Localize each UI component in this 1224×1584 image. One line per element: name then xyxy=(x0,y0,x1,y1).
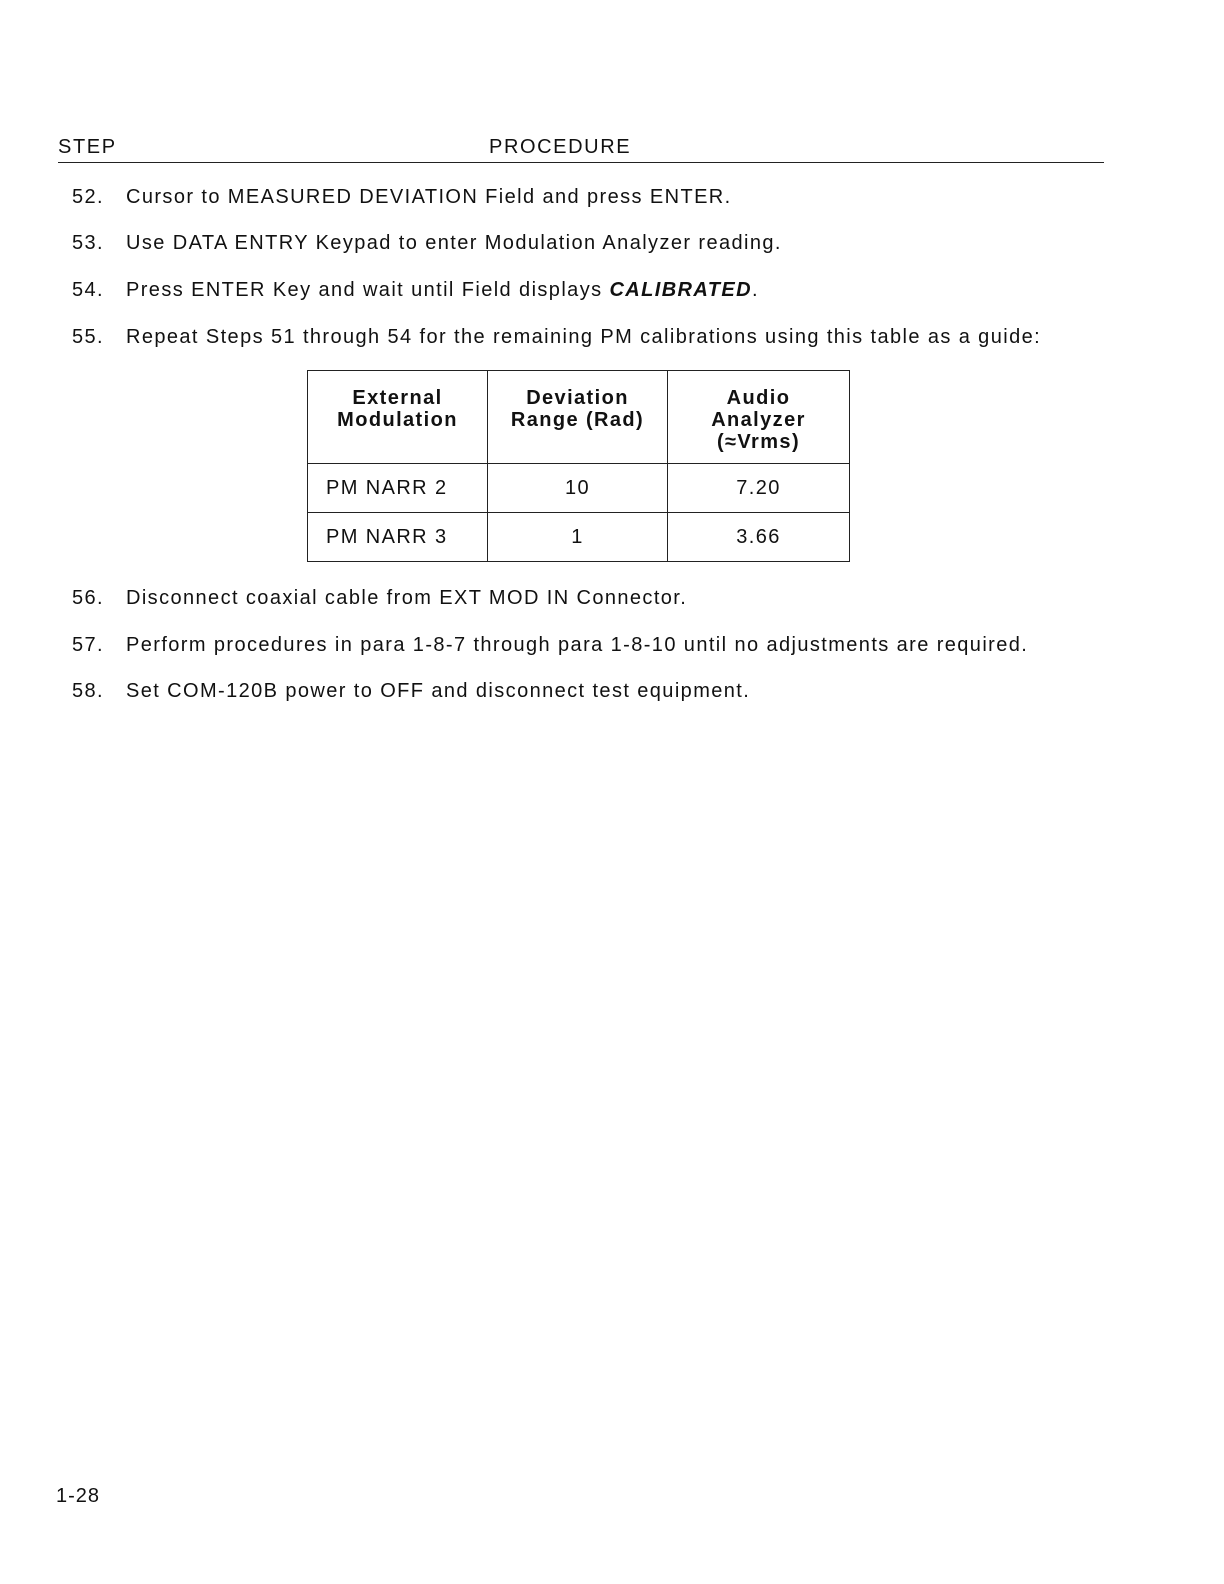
step-text: Repeat Steps 51 through 54 for the remaining PM calibrations using this table as a guide: xyxy=(126,326,1042,348)
table-row xyxy=(308,464,850,513)
table-cell: 7.20 xyxy=(668,464,850,513)
step-58 xyxy=(72,680,750,703)
header-line: (≈Vrms) xyxy=(716,431,801,453)
table-cell: 3.66 xyxy=(668,513,850,562)
header-step-label: STEP xyxy=(58,136,117,158)
step-54 xyxy=(72,279,759,302)
step-number: 52. xyxy=(72,186,105,208)
step-number: 54. xyxy=(72,279,105,301)
step-text: Use DATA ENTRY Keypad to enter Modulation Analyzer reading. xyxy=(126,232,782,254)
step-53 xyxy=(72,232,782,255)
header-line: External xyxy=(352,387,443,409)
table-row xyxy=(308,513,850,562)
step-suffix: . xyxy=(751,279,759,301)
table-cell: PM NARR 2 xyxy=(308,464,488,513)
step-text: Set COM-120B power to OFF and disconnect test equipment. xyxy=(126,680,751,702)
step-57 xyxy=(72,634,1028,657)
header-procedure-label: PROCEDURE xyxy=(489,136,632,158)
header-external-modulation xyxy=(308,371,488,464)
step-text: Cursor to MEASURED DEVIATION Field and press ENTER. xyxy=(126,186,732,208)
step-number: 57. xyxy=(72,634,105,656)
procedure-header xyxy=(58,136,1104,163)
header-line: Deviation xyxy=(526,387,629,409)
step-text: Perform procedures in para 1-8-7 through para 1-8-10 until no adjustments are required. xyxy=(126,634,1029,656)
header-line: Analyzer xyxy=(711,409,806,431)
step-number: 53. xyxy=(72,232,105,254)
header-deviation-range xyxy=(488,371,668,464)
header-line: Modulation xyxy=(337,409,458,431)
header-line: Audio xyxy=(726,387,791,409)
table-cell: 10 xyxy=(488,464,668,513)
step-number: 58. xyxy=(72,680,105,702)
step-number: 56. xyxy=(72,587,105,609)
step-56 xyxy=(72,587,687,610)
step-number: 55. xyxy=(72,326,105,348)
table-header-row xyxy=(308,371,850,464)
pm-calibration-table xyxy=(307,370,850,562)
step-text: Disconnect coaxial cable from EXT MOD IN Connector. xyxy=(126,587,688,609)
step-52 xyxy=(72,186,732,209)
page-number: 1-28 xyxy=(56,1485,101,1507)
table-cell: 1 xyxy=(488,513,668,562)
step-text: Press ENTER Key and wait until Field displays xyxy=(126,279,610,301)
table-cell: PM NARR 3 xyxy=(308,513,488,562)
header-line: Range (Rad) xyxy=(510,409,645,431)
calibrated-emphasis: CALIBRATED xyxy=(609,279,752,301)
header-audio-analyzer xyxy=(668,371,850,464)
step-55 xyxy=(72,326,1041,349)
